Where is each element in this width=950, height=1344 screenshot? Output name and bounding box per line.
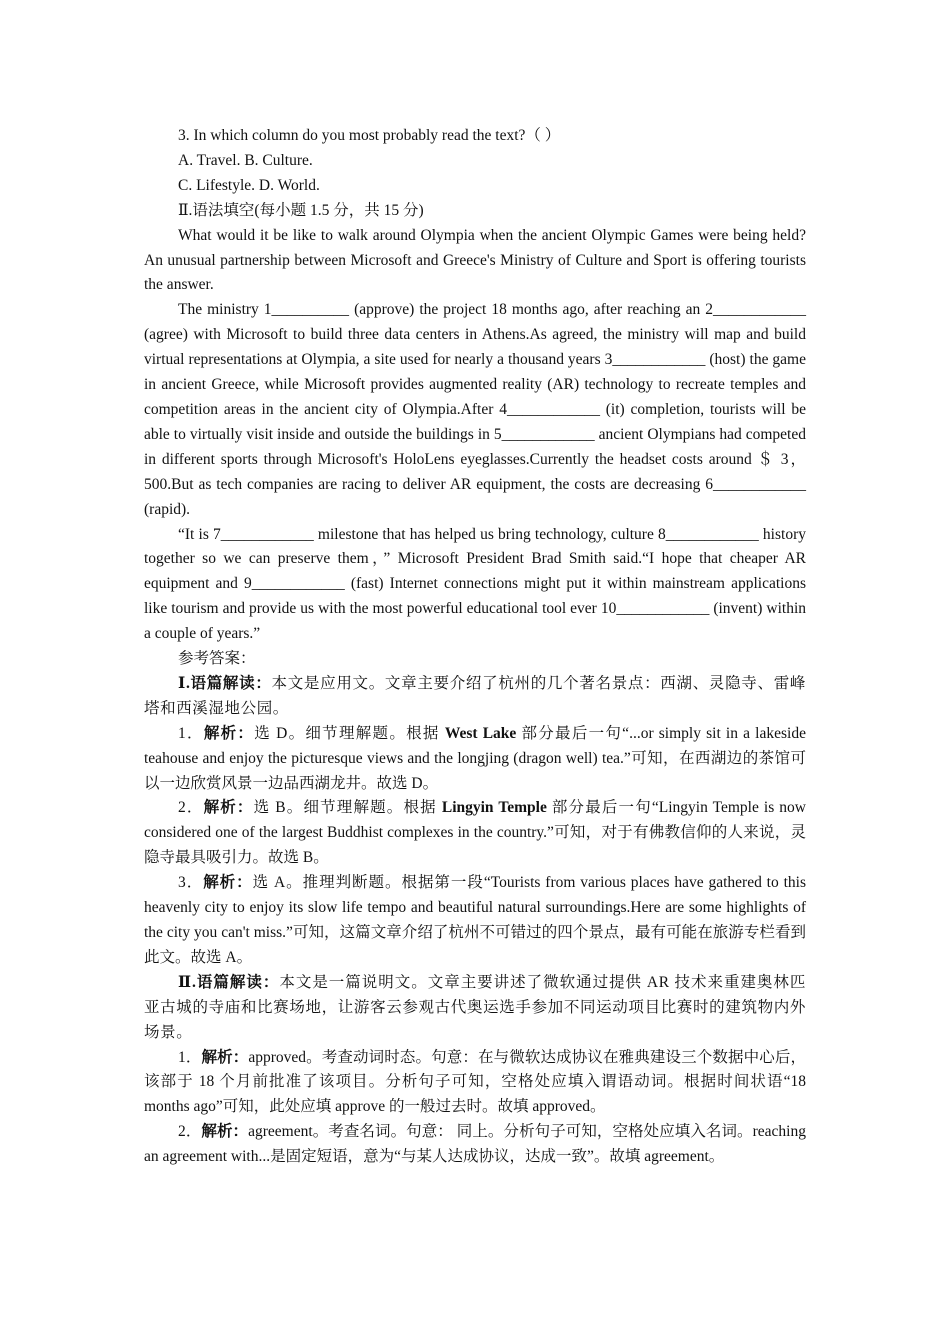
question-3-options-cd: C. Lifestyle. D. World. — [178, 176, 320, 194]
passage-paragraph-1: What would it be like to walk around Olympia when the ancient Olympic Games were being held? An unusual partnership between Microsoft and Greece's Ministry of Culture and Sport is offering tourists the answer. — [144, 226, 806, 294]
answer-1-label: 解析： — [203, 724, 255, 742]
answer-3-text: 选 A。推理判断题。根据第一段“Tourists from various places have gathered to this heavenly city to enjoy its slow life tempo and beautiful natural surroundings.Here are some highlights of the city you can't miss.”可知，这篇文章介绍了杭州不可错过的四个景点，最有可能在旅游专栏看到此文。故选 A。 — [144, 874, 806, 966]
grammar-answer-2-number: 2． — [178, 1123, 202, 1141]
question-3-options-ab: A. Travel. B. Culture. — [178, 151, 313, 169]
section-2-text: 本文是一篇说明文。文章主要讲述了微软通过提供 AR 技术来重建奥林匹亚古城的寺庙和比赛场地，让游客云参观古代奥运选手参加不同运动项目比赛时的建筑物内外场景。 — [144, 973, 806, 1041]
answer-item-2 — [144, 796, 806, 871]
answer-2-text-b: 部分最后一句“Lingyin Temple is now considered one of the largest Buddhist complexes in the country.”可知，对于有佛教信仰的人来说，灵隐寺最具吸引力。故选 B。 — [144, 799, 806, 867]
section-1-text: 本文是应用文。文章主要介绍了杭州的几个著名景点：西湖、灵隐寺、雷峰塔和西溪湿地公园。 — [144, 674, 807, 717]
answer-2-label: 解析： — [203, 799, 254, 817]
section-2-heading: Ⅱ.语法填空(每小题 1.5 分，共 15 分) — [178, 201, 424, 219]
passage-paragraph-2: The ministry 1__________ (approve) the project 18 months ago, after reaching an 2____________ (agree) with Microsoft to build three data centers in Athens.As agreed, the ministry will map and build virtual representations at Olympia, a site used for nearly a thousand years 3____________ (host) the game in ancient Greece, while Microsoft provides augmented reality (AR) technology to recreate temples and competition areas in the ancient city of Olympia.After 4____________ (it) completion, tourists will be able to virtually visit inside and outside the buildings in 5____________ ancient Olympians had competed in different sports through Microsoft's HoloLens eyeglasses.Currently the headset costs around ＄ 3，500.But as tech companies are racing to deliver AR equipment, the costs are decreasing 6____________ (rapid). — [144, 301, 806, 518]
answer-item-1 — [144, 722, 806, 797]
answer-item-3 — [144, 871, 806, 971]
grammar-answer-1 — [144, 1046, 806, 1121]
answer-1-text-b: 部分最后一句“...or simply sit in a lakeside teahouse and enjoy the picturesque views and the longjing (dragon well) tea.”可知，在西湖边的茶馆可以一边欣赏风景一边品西湖龙井。故选 D。 — [144, 724, 806, 792]
answer-3-number: 3． — [178, 874, 204, 892]
answer-1-keyword: West Lake — [444, 724, 517, 742]
answer-3-label: 解析： — [203, 874, 253, 892]
document-page — [144, 124, 806, 1170]
grammar-answer-2-text: agreement。考查名词。句意： 同上。分析句子可知，空格处应填入名词。reaching an agreement with...是固定短语，意为“与某人达成协议，达成一致”。故填 agreement。 — [144, 1123, 806, 1166]
answer-1-text-a: 选 D。细节理解题。根据 — [254, 724, 445, 742]
answer-2-number: 2． — [178, 799, 204, 817]
grammar-answer-1-number: 1． — [178, 1048, 202, 1066]
grammar-answer-2 — [144, 1120, 806, 1170]
section-1-title: Ⅰ.语篇解读： — [178, 674, 272, 692]
section-2-title: Ⅱ.语篇解读： — [178, 973, 280, 991]
answer-section-2-summary — [144, 971, 806, 1046]
answer-2-keyword: Lingyin Temple — [441, 799, 547, 817]
grammar-answer-1-text: approved。考查动词时态。句意：在与微软达成协议在雅典建设三个数据中心后，该部于 18 个月前批准了该项目。分析句子可知，空格处应填入谓语动词。根据时间状语“18 months ago”可知，此处应填 approve 的一般过去时。故填 approved。 — [144, 1048, 806, 1116]
answers-heading: 参考答案： — [178, 650, 256, 668]
answer-section-1-summary — [144, 672, 806, 722]
grammar-answer-1-label: 解析： — [201, 1048, 249, 1066]
answer-2-text-a: 选 B。细节理解题。根据 — [253, 799, 442, 817]
grammar-answer-2-label: 解析： — [201, 1123, 249, 1141]
question-3-stem: 3. In which column do you most probably read the text?（ ） — [178, 127, 561, 144]
passage-paragraph-3: “It is 7____________ milestone that has helped us bring technology, culture 8____________ history together so we can preserve them，” Microsoft President Brad Smith said.“I hope that cheaper AR equipment and 9____________ (fast) Internet connections might put it within mainstream applications like tourism and provide us with the most powerful educational tool ever 10____________ (invent) within a couple of years.” — [144, 525, 806, 643]
answer-1-number: 1． — [178, 724, 204, 742]
